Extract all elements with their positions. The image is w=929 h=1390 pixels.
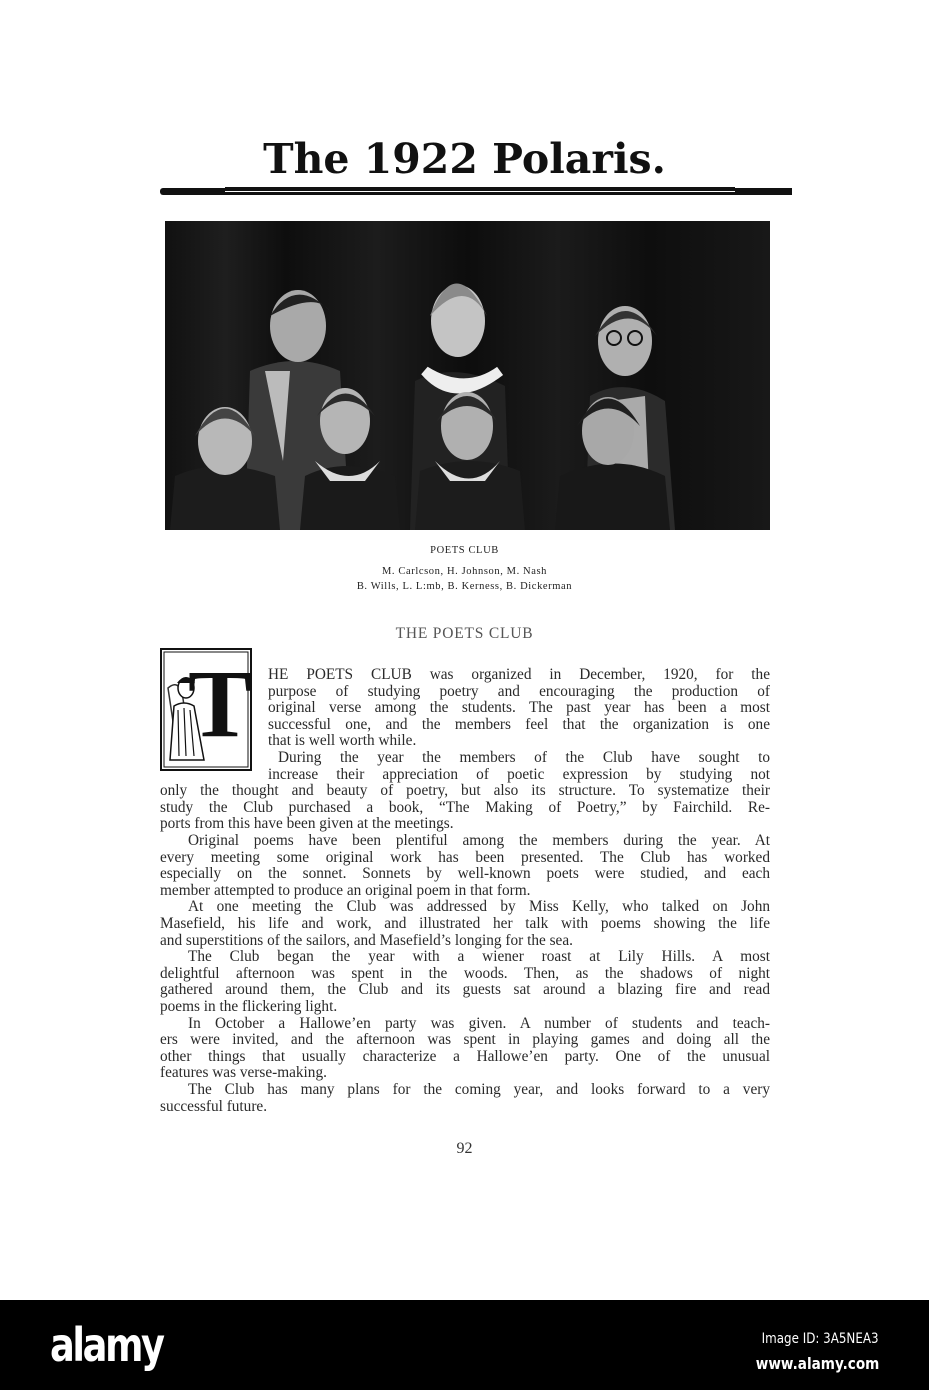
illustrated-drop-cap-frame (160, 648, 252, 771)
article-line: The Club has many plans for the coming year, and looks forward to a very (188, 1081, 770, 1098)
article-line: poems in the flickering light. (160, 998, 338, 1015)
watermark-footer (0, 1300, 929, 1390)
article-line: that is well worth while. (268, 732, 417, 750)
article-line: successful one, and the members feel that the organization is one (268, 715, 770, 733)
article-line: study the Club purchased a book, “The Making of Poetry,” by Fairchild. Re- (160, 798, 770, 816)
article-line: ers were invited, and the afternoon was spent in playing games and doing all the (160, 1031, 770, 1049)
article-line: Original poems have been plentiful among the members during the year. At (188, 832, 770, 849)
alamy-logo: alamy (50, 1318, 163, 1372)
article-line: other things that usually characterize a Hallowe’en party. One of the unusual (160, 1047, 770, 1065)
article-line: The Club began the year with a wiener roast at Lily Hills. A most (188, 948, 770, 966)
article-line: especially on the sonnet. Sonnets by well-known poets were studied, and each (160, 865, 770, 883)
photo-caption-names-row1: M. Carlcson, H. Johnson, M. Nash (381, 566, 548, 577)
article-line: every meeting some original work has been presented. The Club has worked (160, 848, 770, 866)
article-line: and superstitions of the sailors, and Masefield’s longing for the sea. (160, 931, 573, 949)
photo-caption-title: POETS CLUB (430, 545, 499, 556)
article-line: ports from this have been given at the meetings. (160, 815, 454, 833)
photo-caption-names-row2: B. Wills, L. L:mb, B. Kerness, B. Dickerman (356, 581, 573, 592)
page-title: The 1922 Polaris. (263, 135, 666, 183)
article-line: original verse among the students. The past year has been a most (268, 699, 770, 717)
article-line: At one meeting the Club was addressed by Miss Kelly, who talked on John (188, 898, 770, 916)
article-line: only the thought and beauty of poetry, but also its structure. To systematize their (160, 782, 770, 800)
article-line: delightful afternoon was spent in the woods. Then, as the shadows of night (160, 964, 770, 982)
article-line: features was verse-making. (160, 1064, 327, 1082)
article-line: In October a Hallowe’en party was given. A number of students and teach- (188, 1014, 770, 1032)
page-number: 92 (456, 1140, 473, 1157)
illustrated-drop-cap: T (187, 650, 252, 757)
article-line: increase their appreciation of poetic expression by studying not (268, 765, 770, 783)
image-id: Image ID: 3A5NEA3 (762, 1331, 879, 1347)
article-line: member attempted to produce an original poem in that form. (160, 881, 531, 899)
club-group-photo (165, 221, 770, 530)
article-line: successful future. (160, 1097, 268, 1115)
article-line: purpose of studying poetry and encouraging the production of (268, 682, 770, 700)
article-line: HE POETS CLUB was organized in December, 1920, for the (268, 666, 770, 683)
title-rule-inner (225, 185, 735, 192)
article-heading: THE POETS CLUB (395, 625, 534, 642)
article-line: During the year the members of the Club have sought to (278, 749, 770, 766)
website-link[interactable]: www.alamy.com (755, 1354, 879, 1373)
article-line: gathered around them, the Club and its guests sat around a blazing fire and read (160, 981, 770, 999)
article-line: Masefield, his life and work, and illustrated her talk with poems showing the life (160, 915, 770, 932)
